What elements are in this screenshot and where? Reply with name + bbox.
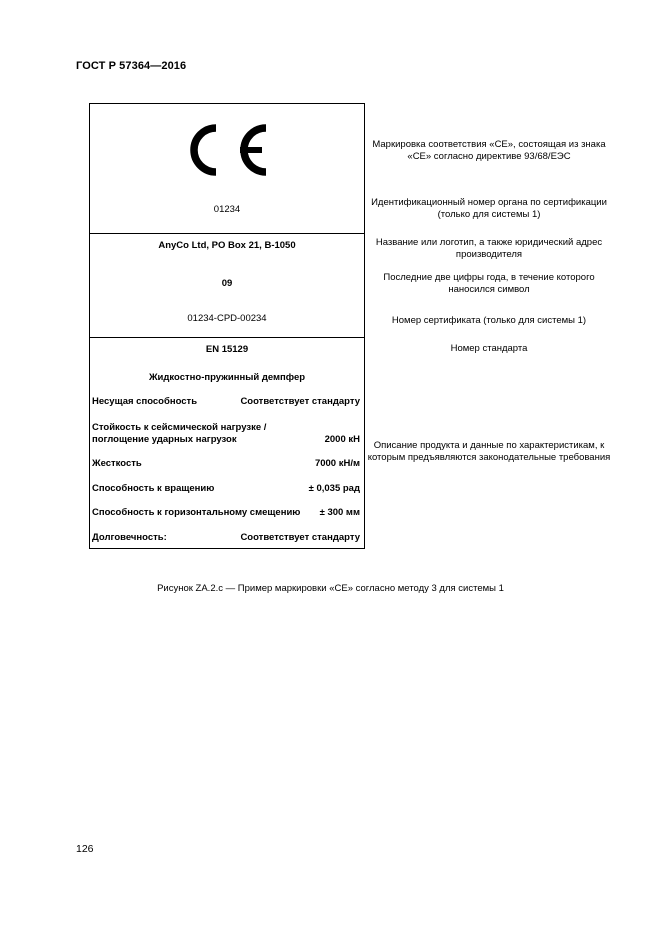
notified-body-number: 01234 [213, 204, 241, 215]
manufacturer-line: AnyCo Ltd, PO Box 21, B-1050 [158, 240, 296, 251]
characteristic-label: Несущая способность [92, 396, 198, 407]
figure-caption: Рисунок ZA.2.c — Пример маркировки «CE» согласно методу 3 для системы 1 [157, 583, 504, 594]
characteristic-value: 2000 кН [324, 434, 360, 445]
characteristic-value: ± 0,035 рад [308, 483, 360, 494]
characteristic-value: Соответствует стандарту [240, 396, 360, 407]
year-digits: 09 [221, 278, 233, 289]
annotation-certificate: Номер сертификата (только для системы 1) [391, 315, 587, 326]
annotation-ce-marking: Маркировка соответствия «CE», состоящая из знака «CE» согласно директиве 93/68/ЕЭС [372, 139, 606, 162]
characteristic-label: Способность к вращению [92, 483, 215, 494]
characteristic-value: Соответствует стандарту [240, 532, 360, 543]
ce-logo [178, 122, 274, 178]
annotation-standard: Номер стандарта [450, 343, 528, 354]
characteristic-row [92, 396, 360, 408]
characteristic-row [92, 458, 360, 470]
annotation-body-id: Идентификационный номер органа по сертификации (только для системы 1) [371, 197, 607, 220]
characteristic-row [92, 422, 360, 446]
characteristic-value: ± 300 мм [319, 507, 360, 518]
ce-marking-label [89, 103, 365, 549]
annotation-product: Описание продукта и данные по характеристикам, к которым предъявляются законодательные требования [367, 440, 611, 463]
characteristic-row [92, 507, 360, 519]
certificate-number: 01234-CPD-00234 [187, 313, 267, 324]
characteristic-label: Способность к горизонтальному смещению [92, 507, 301, 518]
characteristic-row [92, 532, 360, 544]
characteristic-label: Долговечность: [92, 532, 167, 543]
product-name: Жидкостно-пружинный демпфер [148, 372, 306, 383]
characteristic-label: Стойкость к сейсмической нагрузке / поглощение ударных нагрузок [92, 422, 267, 445]
divider [90, 337, 364, 338]
characteristic-label: Жесткость [92, 458, 142, 469]
standard-header: ГОСТ Р 57364—2016 [76, 60, 187, 72]
page-number: 126 [76, 843, 94, 855]
annotation-manufacturer: Название или логотип, а также юридический адрес производителя [375, 237, 603, 260]
annotation-year: Последние две цифры года, в течение которого наносился символ [383, 272, 595, 295]
characteristic-row [92, 483, 360, 495]
divider [90, 233, 364, 234]
standard-number: EN 15129 [205, 344, 249, 355]
characteristic-value: 7000 кН/м [314, 458, 360, 469]
